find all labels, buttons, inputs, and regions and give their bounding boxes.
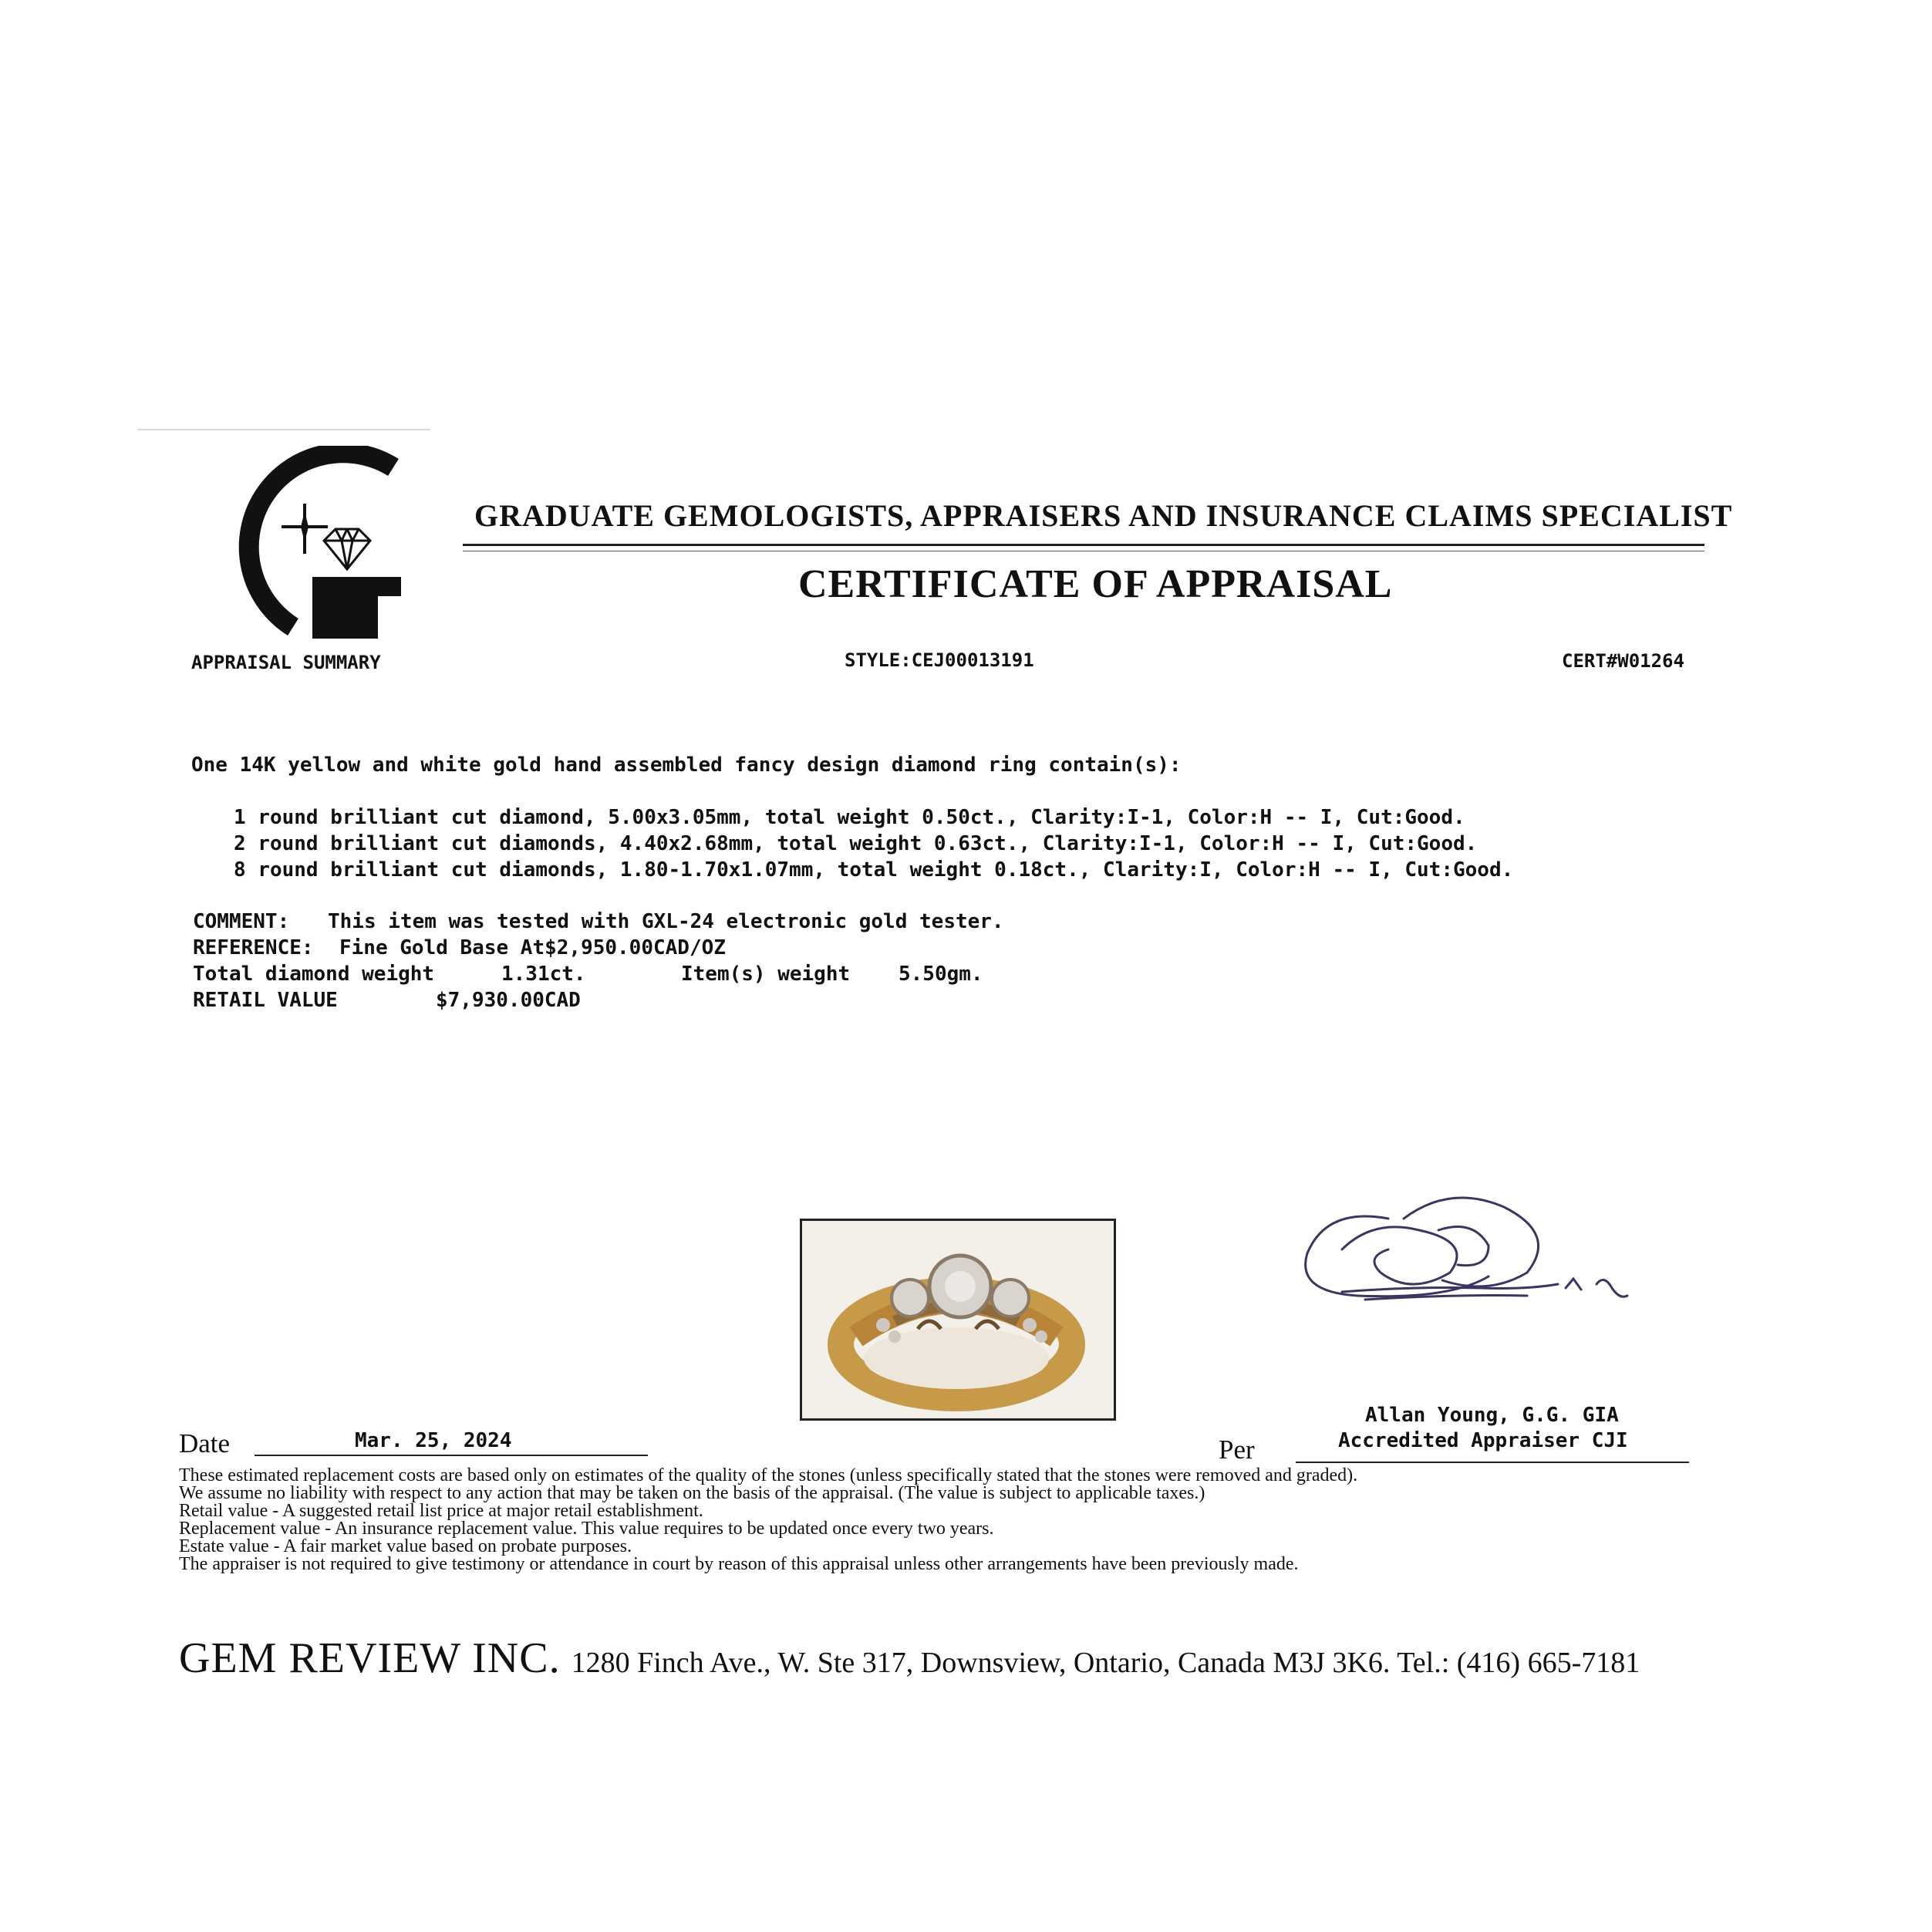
company-address: 1280 Finch Ave., W. Ste 317, Downsview, Ontario, Canada M3J 3K6. Tel.: (416) 665-7181: [571, 1647, 1640, 1679]
total-weight-label: Total diamond weight: [193, 963, 435, 986]
date-label: Date: [179, 1428, 231, 1458]
reference-text: Fine Gold Base At$2,950.00CAD/OZ: [339, 936, 726, 959]
page-title: CERTIFICATE OF APPRAISAL: [798, 562, 1393, 606]
cert-number: CERT#W01264: [1562, 650, 1684, 672]
per-rule: [1296, 1462, 1689, 1463]
disclaimer-line: Replacement value - An insurance replacement value. This value requires to be updated once every two years.: [179, 1519, 994, 1539]
disclaimer-line: Estate value - A fair market value based on probate purposes.: [179, 1536, 632, 1556]
reference-label: REFERENCE:: [193, 936, 314, 959]
date-value: Mar. 25, 2024: [355, 1429, 512, 1452]
header-rule: [463, 544, 1704, 546]
per-label: Per: [1219, 1435, 1255, 1465]
appraiser-name: Allan Young, G.G. GIA: [1365, 1404, 1619, 1427]
retail-value-label: RETAIL VALUE: [193, 989, 338, 1012]
comment-label: COMMENT:: [193, 910, 290, 933]
date-rule: [255, 1455, 648, 1456]
retail-value: $7,930.00CAD: [436, 989, 581, 1012]
disclaimer-line: Retail value - A suggested retail list price at major retail establishment.: [179, 1501, 703, 1521]
stone-line: 8 round brilliant cut diamonds, 1.80-1.70x1.07mm, total weight 0.18ct., Clarity:I, Color:H -- I, Cut:Good.: [234, 858, 1514, 882]
total-weight-value: 1.31ct.: [501, 963, 586, 986]
ring-photo: [800, 1219, 1116, 1421]
header-subtitle: GRADUATE GEMOLOGISTS, APPRAISERS AND INSURANCE CLAIMS SPECIALIST: [474, 498, 1733, 533]
gg-diamond-logo-icon: [235, 446, 420, 639]
top-divider: [137, 429, 430, 430]
item-description: One 14K yellow and white gold hand assembled fancy design diamond ring contain(s):: [191, 754, 1182, 777]
comment-text: This item was tested with GXL-24 electronic gold tester.: [328, 910, 1004, 933]
appraiser-title: Accredited Appraiser CJI: [1338, 1429, 1628, 1452]
appraisal-summary-label: APPRAISAL SUMMARY: [191, 652, 381, 673]
stone-line: 2 round brilliant cut diamonds, 4.40x2.68mm, total weight 0.63ct., Clarity:I-1, Color:H -- I, Cut:Good.: [234, 832, 1478, 855]
item-weight-value: 5.50gm.: [899, 963, 983, 986]
stone-line: 1 round brilliant cut diamond, 5.00x3.05mm, total weight 0.50ct., Clarity:I-1, Color:H -- I, Cut:Good.: [234, 806, 1465, 829]
signature-icon: [1296, 1188, 1666, 1334]
style-number: STYLE:CEJ00013191: [845, 649, 1034, 671]
disclaimer-line: We assume no liability with respect to any action that may be taken on the basis of the appraisal. (The value is subject to applicable taxes.): [179, 1483, 1205, 1503]
item-weight-label: Item(s) weight: [681, 963, 851, 986]
disclaimer-line: These estimated replacement costs are based only on estimates of the quality of the stones (unless specifically stated that the stones were removed and graded).: [179, 1465, 1358, 1485]
disclaimer-line: The appraiser is not required to give testimony or attendance in court by reason of this appraisal unless other arrangements have been previously made.: [179, 1554, 1299, 1574]
disclaimer-block: [179, 1467, 1357, 1573]
footer: [179, 1634, 1640, 1683]
company-name: GEM REVIEW INC.: [179, 1634, 561, 1682]
